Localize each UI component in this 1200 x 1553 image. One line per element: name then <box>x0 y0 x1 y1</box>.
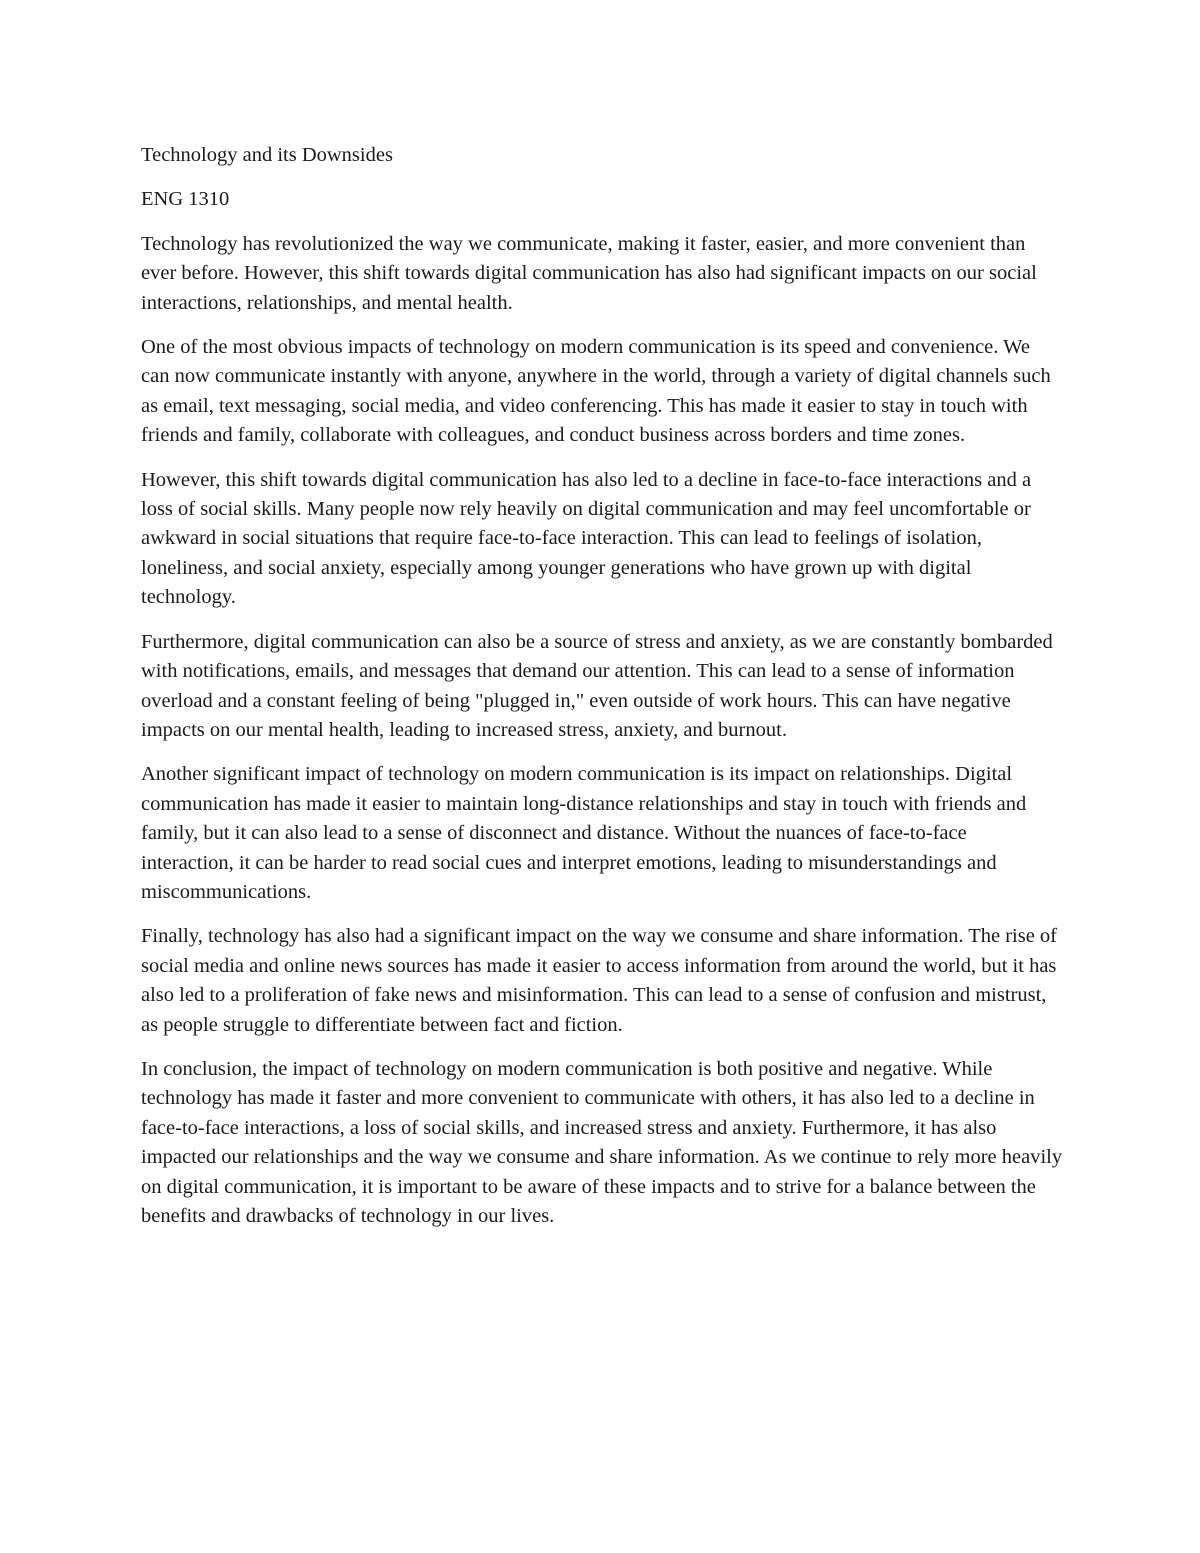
paragraph-speed-convenience: One of the most obvious impacts of technology on modern communication is its speed and convenience. We can now communicate instantly with anyone, anywhere in the world, through a variety of digital channels such as email, text messaging, social media, and video conferencing. This has made it easier to stay in touch with friends and family, collaborate with colleagues, and conduct business across borders and time zones. <box>141 336 1051 447</box>
document-body <box>141 141 1063 1246</box>
paragraph-conclusion: In conclusion, the impact of technology on modern communication is both positive and negative. While technology has made it faster and more convenient to communicate with others, it has also led to a decline in face-to-face interactions, a loss of social skills, and increased stress and anxiety. Furthermore, it has also impacted our relationships and the way we consume and share information. As we continue to rely more heavily on digital communication, it is important to be aware of these impacts and to strive for a balance between the benefits and drawbacks of technology in our lives. <box>141 1057 1063 1227</box>
paragraph-social-skills: However, this shift towards digital communication has also led to a decline in face-to-face interactions and a loss of social skills. Many people now rely heavily on digital communication and may feel uncomfortable or awkward in social situations that require face-to-face interaction. This can lead to feelings of isolation, loneliness, and social anxiety, especially among younger generations who have grown up with digital technology. <box>141 468 1032 609</box>
paragraph-information: Finally, technology has also had a significant impact on the way we consume and share information. The rise of social media and online news sources has made it easier to access information from around the world, but it has also led to a proliferation of fake news and misinformation. This can lead to a sense of confusion and mistrust, as people struggle to differentiate between fact and fiction. <box>141 925 1057 1036</box>
course-code: ENG 1310 <box>141 188 230 211</box>
paragraph-introduction: Technology has revolutionized the way we communicate, making it faster, easier, and more convenient than ever before. However, this shift towards digital communication has also had significant impacts on our social interactions, relationships, and mental health. <box>141 232 1037 314</box>
paragraph-stress-anxiety: Furthermore, digital communication can also be a source of stress and anxiety, as we are constantly bombarded with notifications, emails, and messages that demand our attention. This can lead to a sense of information overload and a constant feeling of being "plugged in," even outside of work hours. This can have negative impacts on our mental health, leading to increased stress, anxiety, and burnout. <box>141 630 1053 741</box>
paragraph-relationships: Another significant impact of technology on modern communication is its impact on relationships. Digital communication has made it easier to maintain long-distance relationships and stay in touch with friends and family, but it can also lead to a sense of disconnect and distance. Without the nuances of face-to-face interaction, it can be harder to read social cues and interpret emotions, leading to misunderstandings and miscommunications. <box>141 763 1027 903</box>
document-title: Technology and its Downsides <box>141 144 393 166</box>
